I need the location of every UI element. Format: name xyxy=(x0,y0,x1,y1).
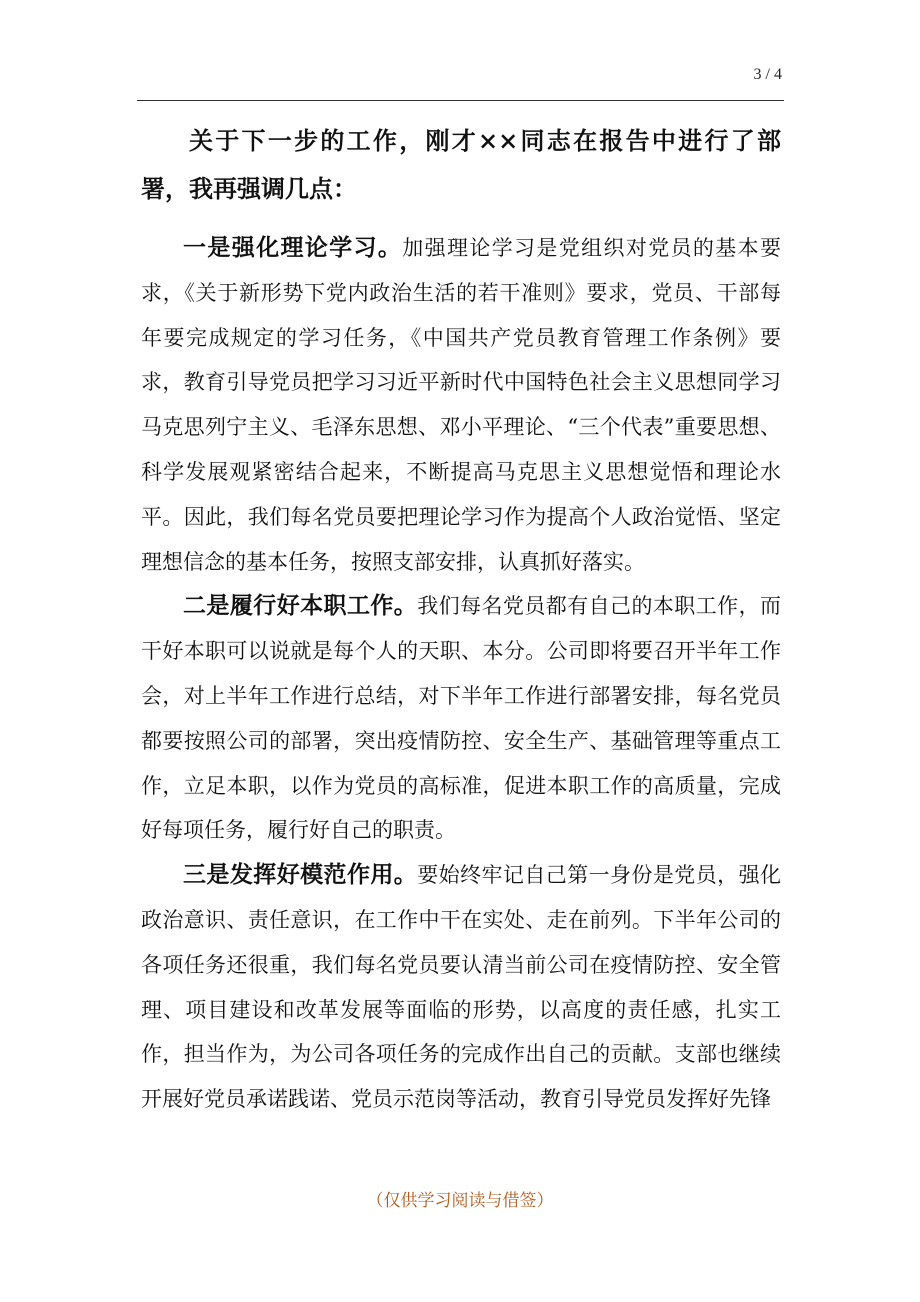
footer-disclaimer: （仅供学习阅读与借签） xyxy=(366,1191,554,1211)
document-body xyxy=(141,117,781,1122)
point-heading-2: 二是履行好本职工作。 xyxy=(183,592,418,620)
point-paragraph-3 xyxy=(141,853,781,1122)
point-paragraph-1 xyxy=(141,226,781,584)
point-heading-3: 三是发挥好模范作用。 xyxy=(183,861,418,889)
header-divider xyxy=(137,100,784,101)
point-text-2: 我们每名党员都有自己的本职工作，而干好本职可以说就是每个人的天职、本分。公司即将要召开半年工作会，对上半年工作进行总结，对下半年工作进行部署安排，每名党员都要按照公司的部署，突出疫情防控、安全生产、基础管理等重点工作，立足本职，以作为党员的高标准，促进本职工作的高质量，完成好每项任务，履行好自己的职责。 xyxy=(141,594,782,843)
point-text-1: 加强理论学习是党组织对党员的基本要求，《关于新形势下党内政治生活的若干准则》要求，党员、干部每年要完成规定的学习任务，《中国共产党员教育管理工作条例》要求，教育引导党员把学习习近平新时代中国特色社会主义思想同学习马克思列宁主义、毛泽东思想、邓小平理论、“三个代表”重要思想、科学发展观紧密结合起来，不断提高马克思主义思想觉悟和理论水平。因此，我们每名党员要把理论学习作为提高个人政治觉悟、坚定理想信念的基本任务，按照支部安排，认真抓好落实。 xyxy=(141,236,782,574)
point-paragraph-2 xyxy=(141,584,781,853)
point-heading-1: 一是强化理论学习。 xyxy=(183,234,403,261)
point-text-3: 要始终牢记自己第一身份是党员，强化政治意识、责任意识，在工作中干在实处、走在前列。下半年公司的各项任务还很重，我们每名党员要认清当前公司在疫情防控、安全管理、项目建设和改革发展等面临的形势，以高度的责任感，扎实工作，担当作为，为公司各项任务的完成作出自己的贡献。支部也继续开展好党员承诺践诺、党员示范岗等活动，教育引导党员发挥好先锋 xyxy=(141,863,782,1112)
intro-paragraph: 关于下一步的工作，刚才××同志在报告中进行了部署，我再强调几点： xyxy=(141,126,781,203)
page-number: 3 / 4 xyxy=(753,66,782,83)
